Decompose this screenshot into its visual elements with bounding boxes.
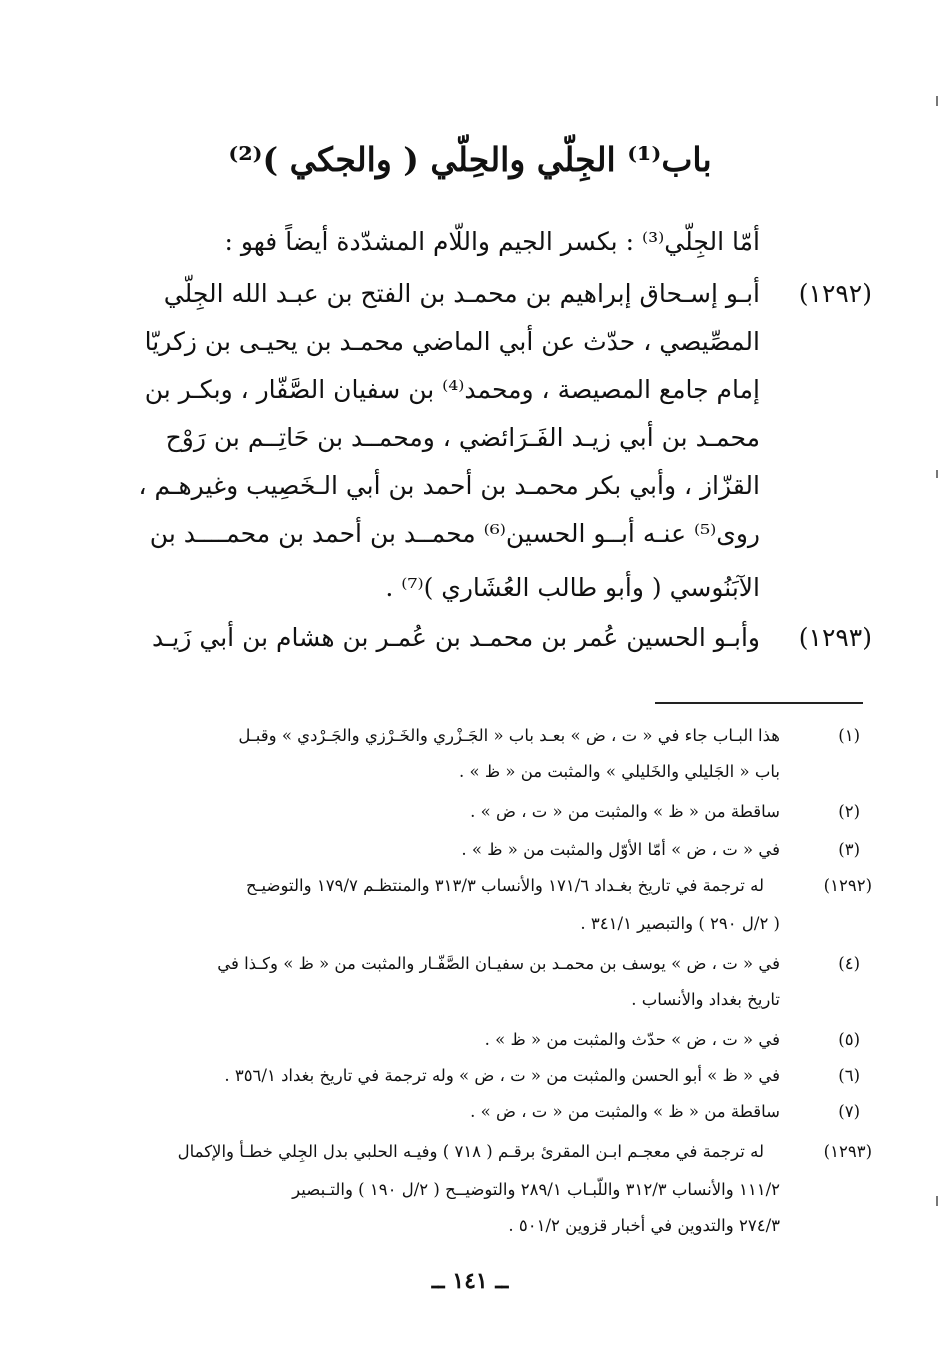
entry-line: وأبـو الحسين عُمر بن محمـد بن عُمـر بن هشام بن أبي زَيـد <box>151 623 760 652</box>
entry-line: روى⁽⁵⁾ عنـه أبــو الحسين⁽⁶⁾ محمــد بن أحمد بن محمــــد بن <box>149 519 760 548</box>
entry-number: (١٢٩٣) <box>798 623 872 652</box>
footnote-number: (٣) <box>838 840 860 859</box>
margin-mark <box>936 470 938 478</box>
footnote-number: (١٢٩٢) <box>823 876 872 895</box>
footnote-text: باب « الجَليلي والخَليلي » والمثبت من « ظ » . <box>459 762 780 781</box>
footnote-text: في « ت ، ض » أمّا الأوّل والمثبت من « ظ » . <box>461 840 780 859</box>
chapter-title: باب⁽¹⁾ الجِلّي والحِلّي ( والجكي )⁽²⁾ <box>228 140 712 179</box>
footnote-number: (٥) <box>838 1030 860 1049</box>
entry-line: محمـد بن أبي زيـد الفَـرَائضي ، ومحمــد بن حَاتِــم بن رَوْح <box>165 423 760 452</box>
footnote-text: في « ت ، ض » حدّث والمثبت من « ظ » . <box>484 1030 780 1049</box>
footnote-number: (٢) <box>838 802 860 821</box>
footnote-text: هذا البـاب جاء في « ت ، ض » بعـد باب « الجَـزْري والخَـرْزي والجَـرْدي » وقبـل <box>238 726 780 745</box>
footnote-number: (٤) <box>838 954 860 973</box>
margin-mark <box>936 96 938 106</box>
entry-line: الآبَنُوسي ( وأبو طالب العُشَاري )⁽⁷⁾ . <box>385 573 760 602</box>
margin-mark <box>936 1196 938 1206</box>
footnote-text: له ترجمة في تاريخ بغـداد ١٧١/٦ والأنساب ٣١٣/٣ والمنتظـم ١٧٩/٧ والتوضيـح <box>246 876 764 895</box>
intro-line: أمّا الجِلّي⁽³⁾ : بكسر الجيم واللّام المشدّدة أيضاً فهو : <box>224 227 760 256</box>
entry-line: القزّاز ، وأبي بكر محمـد بن أحمد بن أبي الـخَصِيب وغيرهـم ، <box>138 471 760 500</box>
entry-line: إمام جامع المصيصة ، ومحمد⁽⁴⁾ بن سفيان الصَّفّار ، وبكـر بن <box>144 375 760 404</box>
footnote-text: في « ظ » أبو الحسن والمثبت من « ت ، ض » وله ترجمة في تاريخ بغداد ٣٥٦/١ . <box>224 1066 780 1085</box>
footnote-text: ١١١/٢ والأنساب ٣١٢/٣ واللّبـاب ٢٨٩/١ والتوضيــح ( ٢/ل ١٩٠ ) والتـبصير <box>292 1180 780 1199</box>
footnote-text: ساقطة من « ظ » والمثبت من « ت ، ض » . <box>470 1102 780 1121</box>
footnote-text: ساقطة من « ظ » والمثبت من « ت ، ض » . <box>470 802 780 821</box>
footnote-text: تاريخ بغداد والأنساب . <box>631 990 780 1009</box>
footnote-text: ٢٧٤/٣ والتدوين في أخبار قزوين ٥٠١/٢ . <box>508 1216 780 1235</box>
footnote-number: (١) <box>838 726 860 745</box>
entry-line: المصِّيصي ، حدّث عن أبي الماضي محمـد بن يحيـى بن زكريّا <box>144 327 760 356</box>
footnote-number: (٦) <box>838 1066 860 1085</box>
footnote-text: له ترجمة في معجـم ابـن المقرئ برقـم ( ٧١٨ ) وفيـه الحلبي بدل الجِلي خطـأ والإكمال <box>177 1142 764 1161</box>
footnote-text: في « ت ، ض » يوسف بن محمـد بن سفيـان الصَّفّـار والمثبت من « ظ » وكـذا في <box>217 954 780 973</box>
footnote-number: (٧) <box>838 1102 860 1121</box>
entry-number: (١٢٩٢) <box>798 279 872 308</box>
entry-line: أبـو إسـحاق إبراهيم بن محمـد بن الفتح بن عبـد الله الجِلّي <box>163 279 760 308</box>
footnote-number: (١٢٩٣) <box>823 1142 872 1161</box>
footnote-separator <box>655 702 863 704</box>
page-number: ــ ١٤١ ــ <box>431 1268 509 1294</box>
footnote-text: ( ٢/ل ٢٩٠ ) والتبصير ٣٤١/١ . <box>580 914 780 933</box>
